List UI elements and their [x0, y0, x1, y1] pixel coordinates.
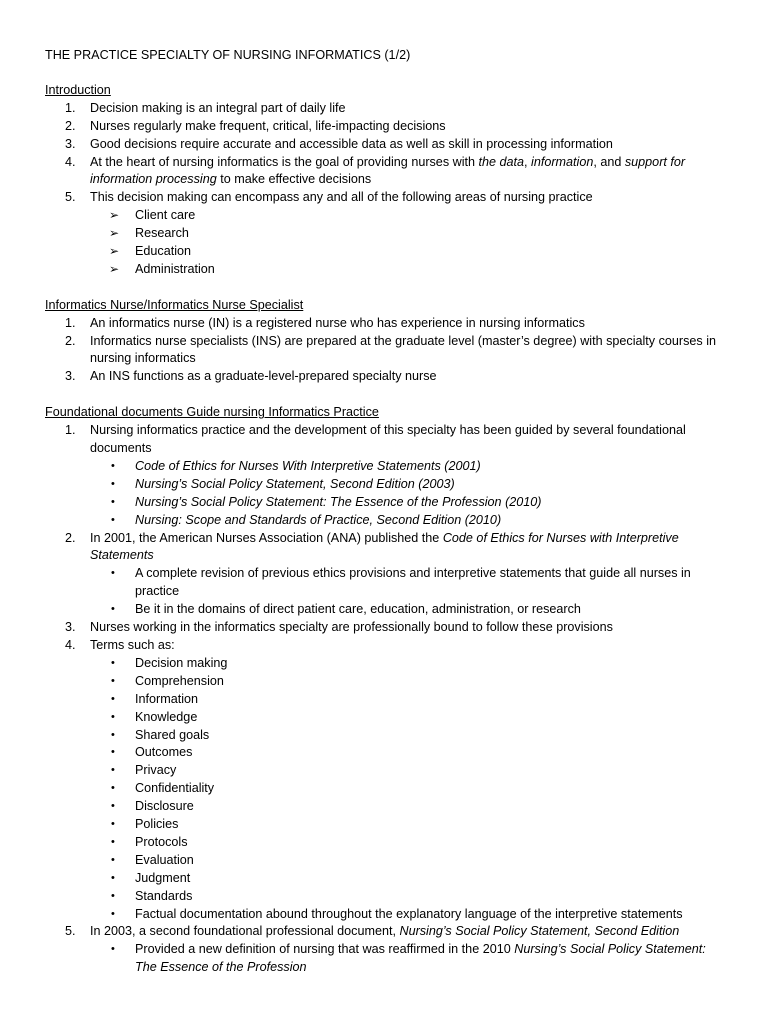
term-text: Disclosure: [135, 799, 194, 814]
bullet-icon: •: [111, 459, 115, 472]
term-item: [45, 727, 728, 745]
term-item: [45, 709, 728, 727]
code-of-ethics-details: [90, 565, 728, 619]
arrow-bullet-icon: ➢: [109, 226, 120, 241]
item-text: Decision making is an integral part of daily life: [90, 100, 346, 115]
list-item: [45, 333, 728, 369]
list-item: [45, 637, 728, 924]
list-item: [45, 118, 728, 136]
bullet-icon: •: [111, 889, 115, 902]
term-item: [45, 744, 728, 762]
bullet-icon: •: [111, 853, 115, 866]
list-item: [45, 368, 728, 386]
sub-item-text-italic: Nursing’s Social Policy Statement: The Essence of the Profession: [135, 942, 706, 975]
sub-item-text: Client care: [135, 208, 196, 223]
term-text: Policies: [135, 817, 179, 832]
bullet-icon: •: [111, 746, 115, 759]
bullet-icon: •: [111, 782, 115, 795]
term-item: [45, 834, 728, 852]
sub-list-item: [45, 207, 728, 225]
sub-item-text: Administration: [135, 261, 215, 276]
term-item: [45, 798, 728, 816]
item-number: 3.: [65, 620, 76, 635]
item-text: , and: [593, 154, 625, 169]
item-number: 3.: [65, 136, 76, 151]
term-text: Decision making: [135, 655, 228, 670]
bullet-icon: •: [111, 835, 115, 848]
bullet-icon: •: [111, 871, 115, 884]
item-text: This decision making can encompass any and all of the following areas of nursing practice: [90, 190, 593, 205]
bullet-icon: •: [111, 674, 115, 687]
term-text: Outcomes: [135, 745, 193, 760]
item-text: Nurses working in the informatics specialty are professionally bound to follow these provisions: [90, 620, 613, 635]
sub-list-item: [45, 261, 728, 279]
term-item: [45, 655, 728, 673]
list-item: [45, 136, 728, 154]
bullet-icon: •: [111, 728, 115, 741]
arrow-bullet-icon: ➢: [109, 244, 120, 259]
sub-list-item: [45, 601, 728, 619]
term-item: [45, 870, 728, 888]
bullet-icon: •: [111, 495, 115, 508]
item-text: Informatics nurse specialists (INS) are prepared at the graduate level (master’s degree) with specialty courses in nursing informatics: [90, 333, 717, 366]
term-item: [45, 673, 728, 691]
item-number: 5.: [65, 190, 76, 205]
item-text-italic: Nursing’s Social Policy Statement, Second Edition: [399, 924, 680, 939]
bullet-icon: •: [111, 656, 115, 669]
item-number: 4.: [65, 637, 76, 652]
introduction-list: [45, 100, 728, 279]
sub-list-item: [45, 494, 728, 512]
spacer: [45, 386, 728, 404]
list-item: [45, 923, 728, 977]
term-item: [45, 762, 728, 780]
sub-item-text: Research: [135, 226, 189, 241]
bullet-icon: •: [111, 800, 115, 813]
item-number: 1.: [65, 423, 76, 438]
item-text-italic: support for information processing: [90, 154, 686, 187]
bullet-icon: •: [111, 567, 115, 580]
document-title: Nursing’s Social Policy Statement, Second Edition (2003): [135, 476, 455, 491]
item-text: An INS functions as a graduate-level-prepared specialty nurse: [90, 369, 437, 384]
item-text: ,: [524, 154, 532, 169]
item-text: In 2003, a second foundational professional document,: [90, 924, 400, 939]
sub-list-item: [45, 565, 728, 601]
section-heading-informatics-nurse: Informatics Nurse/Informatics Nurse Specialist: [45, 297, 304, 312]
term-item: [45, 852, 728, 870]
item-text: An informatics nurse (IN) is a registered nurse who has experience in nursing informatics: [90, 315, 585, 330]
bullet-icon: •: [111, 764, 115, 777]
term-text: Privacy: [135, 763, 177, 778]
list-item: [45, 189, 728, 279]
item-number: 1.: [65, 100, 76, 115]
item-number: 3.: [65, 369, 76, 384]
item-number: 4.: [65, 154, 76, 169]
list-item: [45, 100, 728, 118]
document-title: Code of Ethics for Nurses With Interpretive Statements (2001): [135, 458, 481, 473]
term-text: Judgment: [135, 870, 191, 885]
sub-item-text: Provided a new definition of nursing that was reaffirmed in the 2010: [135, 942, 515, 957]
term-text: Evaluation: [135, 852, 194, 867]
term-item: [45, 816, 728, 834]
bullet-icon: •: [111, 710, 115, 723]
documents-list: [90, 458, 728, 530]
term-text: Standards: [135, 888, 193, 903]
bullet-icon: •: [111, 477, 115, 490]
sub-list-item: [45, 941, 728, 977]
list-item: [45, 422, 728, 529]
term-item: [45, 691, 728, 709]
sub-list-item: [45, 476, 728, 494]
page-title: THE PRACTICE SPECIALTY OF NURSING INFORMATICS (1/2): [45, 48, 411, 62]
item-text: Terms such as:: [90, 637, 175, 652]
item-text: Nurses regularly make frequent, critical, life-impacting decisions: [90, 118, 446, 133]
term-text: Factual documentation abound throughout the explanatory language of the interpretive statements: [135, 906, 683, 921]
bullet-icon: •: [111, 692, 115, 705]
bullet-icon: •: [111, 907, 115, 920]
sub-item-text: Education: [135, 244, 192, 259]
item-text: to make effective decisions: [216, 172, 372, 187]
term-text: Knowledge: [135, 709, 198, 724]
arrow-bullet-icon: ➢: [109, 261, 120, 276]
sub-list-item: [45, 458, 728, 476]
item-number: 1.: [65, 315, 76, 330]
term-text: Information: [135, 691, 198, 706]
item-number: 5.: [65, 924, 76, 939]
item-number: 2.: [65, 118, 76, 133]
arrow-bullet-icon: ➢: [109, 208, 120, 223]
term-text: Comprehension: [135, 673, 224, 688]
section-heading-introduction: Introduction: [45, 82, 111, 97]
term-text: Shared goals: [135, 727, 210, 742]
item-text: Nursing informatics practice and the development of this specialty has been guided by several foundational documents: [90, 423, 686, 455]
foundational-documents-list: [45, 422, 728, 977]
list-item: [45, 619, 728, 637]
term-text: Confidentiality: [135, 781, 215, 796]
sub-list-item: [45, 512, 728, 530]
terms-list: [90, 655, 728, 924]
bullet-icon: •: [111, 603, 115, 616]
term-text: Protocols: [135, 834, 188, 849]
section-heading-foundational-documents: Foundational documents Guide nursing Informatics Practice: [45, 405, 379, 420]
item-number: 2.: [65, 530, 76, 545]
term-item: [45, 906, 728, 924]
policy-statement-details: [90, 941, 728, 977]
sub-list-item: [45, 225, 728, 243]
spacer: [45, 279, 728, 297]
term-item: [45, 888, 728, 906]
document-title: Nursing: Scope and Standards of Practice, Second Edition (2010): [135, 512, 502, 527]
item-text: Good decisions require accurate and accessible data as well as skill in processing information: [90, 136, 613, 151]
item-text-italic: Code of Ethics for Nurses with Interpretive Statements: [90, 530, 679, 563]
practice-areas-list: [90, 207, 728, 279]
sub-item-text: Be it in the domains of direct patient care, education, administration, or research: [135, 602, 581, 617]
document-title: Nursing’s Social Policy Statement: The Essence of the Profession (2010): [135, 494, 542, 509]
item-number: 2.: [65, 333, 76, 348]
item-text-italic: information: [531, 154, 594, 169]
item-text-italic: the data: [478, 154, 525, 169]
bullet-icon: •: [111, 818, 115, 831]
term-item: [45, 780, 728, 798]
sub-list-item: [45, 243, 728, 261]
item-text: At the heart of nursing informatics is the goal of providing nurses with: [90, 154, 479, 169]
informatics-nurse-list: [45, 315, 728, 387]
bullet-icon: •: [111, 943, 115, 956]
list-item: [45, 315, 728, 333]
list-item: [45, 154, 728, 190]
item-text: In 2001, the American Nurses Association (ANA) published the: [90, 530, 443, 545]
sub-item-text: A complete revision of previous ethics provisions and interpretive statements that guide all nurses in practice: [135, 566, 691, 599]
list-item: [45, 530, 728, 620]
bullet-icon: •: [111, 513, 115, 526]
